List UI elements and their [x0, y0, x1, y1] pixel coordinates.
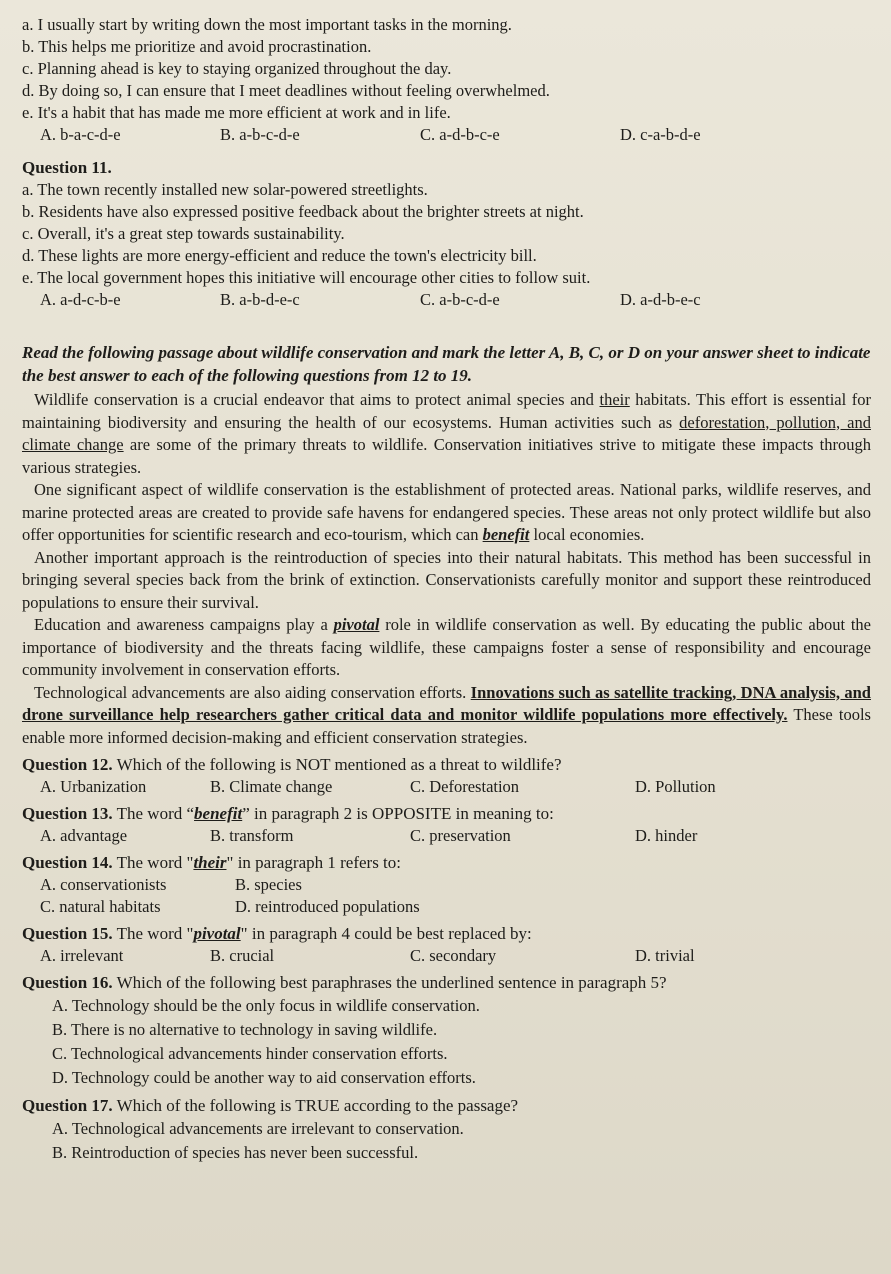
q15-option-d[interactable]: D. trivial	[635, 946, 695, 965]
q11-block	[22, 156, 871, 311]
q14-word: their	[193, 853, 227, 872]
q15-options	[22, 945, 871, 967]
technology-underlined-sentence: Innovations such as satellite tracking, DNA analysis, and drone surveillance help researchers gather critical data and monitor wildlife populations more effectively.	[22, 682, 871, 724]
passage-paragraph-4: Education and awareness campaigns play a pivotal role in wildlife conservation as well. By educating the public about the importance of biodiversity and the threats facing wildlife, these campaigns foster a sense of responsibility and encourage community involvement in conservation efforts.	[22, 615, 871, 679]
q13-block: Question 13. The word “benefit” in paragraph 2 is OPPOSITE in meaning to: A. advantage B. transform C. preservation D. hinder	[22, 802, 871, 847]
benefit-word: benefit	[482, 525, 530, 544]
q13-number: Question 13.	[22, 804, 113, 823]
q14-option-d[interactable]: D. reintroduced populations	[235, 897, 420, 916]
q10-line-a: a. I usually start by writing down the most important tasks in the morning.	[22, 15, 512, 34]
q12-block	[22, 753, 871, 798]
q15-option-a[interactable]: A. irrelevant	[40, 946, 124, 965]
pivotal-word: pivotal	[333, 615, 380, 634]
q13-option-b[interactable]: B. transform	[210, 826, 294, 845]
q14-options-row-2	[22, 896, 871, 918]
q14-options-row-1	[22, 874, 871, 896]
q17-option-b[interactable]: B. Reintroduction of species has never been successful.	[52, 1143, 419, 1162]
q12-stem: Which of the following is NOT mentioned as a threat to wildlife?	[112, 755, 562, 774]
reading-instructions: Read the following passage about wildlife conservation and mark the letter A, B, C, or D on your answer sheet to indicate the best answer to each of the following questions from 12 to 19.	[22, 343, 871, 385]
q14-option-a[interactable]: A. conservationists	[40, 875, 167, 894]
q17-block	[22, 1094, 871, 1165]
q14-option-b[interactable]: B. species	[235, 875, 302, 894]
q11-option-b[interactable]: B. a-b-d-e-c	[220, 290, 300, 309]
passage-paragraph-3: Another important approach is the reintroduction of species into their natural habitats. This method has been successful in bringing several species back from the brink of extinction. Conservationists carefully monitor and support these reintroduced populations to ensure their survival.	[22, 547, 871, 612]
q16-stem: Which of the following best paraphrases the underlined sentence in paragraph 5?	[112, 973, 667, 992]
threats-underline: deforestation, pollution, and climate change	[22, 412, 871, 454]
q16-option-b[interactable]: B. There is no alternative to technology in saving wildlife.	[52, 1020, 438, 1039]
q10-line-c: c. Planning ahead is key to staying organized throughout the day.	[22, 59, 452, 78]
q12-option-c[interactable]: C. Deforestation	[410, 777, 520, 796]
q11-line-a: a. The town recently installed new solar-powered streetlights.	[22, 180, 428, 199]
q10-line-d: d. By doing so, I can ensure that I meet deadlines without feeling overwhelmed.	[22, 81, 550, 100]
q16-option-d[interactable]: D. Technology could be another way to aid conservation efforts.	[52, 1068, 476, 1087]
passage	[22, 389, 871, 749]
q12-option-b[interactable]: B. Climate change	[210, 777, 333, 796]
q14-option-c[interactable]: C. natural habitats	[40, 897, 161, 916]
q11-options	[22, 289, 871, 311]
q11-line-b: b. Residents have also expressed positive feedback about the brighter streets at night.	[22, 202, 584, 221]
q11-line-c: c. Overall, it's a great step towards sustainability.	[22, 224, 345, 243]
q17-stem: Which of the following is TRUE according to the passage?	[112, 1096, 519, 1115]
q15-word: pivotal	[193, 924, 241, 943]
q11-title: Question 11.	[22, 158, 112, 177]
q13-option-a[interactable]: A. advantage	[40, 826, 128, 845]
q12-options	[22, 776, 871, 798]
q16-block	[22, 971, 871, 1090]
q10-line-b: b. This helps me prioritize and avoid procrastination.	[22, 37, 372, 56]
q17-option-a[interactable]: A. Technological advancements are irrelevant to conservation.	[52, 1119, 464, 1138]
q15-number: Question 15.	[22, 924, 113, 943]
passage-paragraph-5: Technological advancements are also aiding conservation efforts. Innovations such as satellite tracking, DNA analysis, and drone surveillance help researchers gather critical data and monitor wildlife populations more effectively. These tools enable more informed decision-making and efficient conservation strategies.	[22, 682, 871, 747]
q16-number: Question 16.	[22, 973, 113, 992]
q10-options	[22, 124, 871, 146]
q10-option-d[interactable]: D. c-a-b-d-e	[620, 125, 701, 144]
q10-option-a[interactable]: A. b-a-c-d-e	[40, 125, 121, 144]
q17-number: Question 17.	[22, 1096, 113, 1115]
q10-block	[22, 14, 871, 146]
passage-paragraph-2: One significant aspect of wildlife conservation is the establishment of protected areas. National parks, wildlife reserves, and marine protected areas are created to provide safe havens for endangered species. These areas not only protect wildlife but also offer opportunities for scientific research and eco-tourism, which can benefit local economies.	[22, 480, 871, 544]
q10-line-e: e. It's a habit that has made me more efficient at work and in life.	[22, 103, 451, 122]
q16-option-c[interactable]: C. Technological advancements hinder conservation efforts.	[52, 1044, 448, 1063]
q11-option-d[interactable]: D. a-d-b-e-c	[620, 290, 701, 309]
q14-number: Question 14.	[22, 853, 113, 872]
q10-option-c[interactable]: C. a-d-b-c-e	[420, 125, 500, 144]
q16-option-a[interactable]: A. Technology should be the only focus in wildlife conservation.	[52, 996, 480, 1015]
q12-option-a[interactable]: A. Urbanization	[40, 777, 147, 796]
q15-block: Question 15. The word "pivotal" in paragraph 4 could be best replaced by: A. irrelevant B. crucial C. secondary D. trivial	[22, 922, 871, 967]
q13-option-c[interactable]: C. preservation	[410, 826, 511, 845]
q12-number: Question 12.	[22, 755, 113, 774]
q11-line-e: e. The local government hopes this initiative will encourage other cities to follow suit.	[22, 268, 591, 287]
q12-option-d[interactable]: D. Pollution	[635, 777, 716, 796]
their-word: their	[599, 390, 630, 409]
q13-word: benefit	[194, 804, 243, 823]
q11-option-a[interactable]: A. a-d-c-b-e	[40, 290, 121, 309]
q14-block: Question 14. The word "their" in paragraph 1 refers to: A. conservationists B. species C. natural habitats D. reintroduced populations	[22, 851, 871, 918]
q11-line-d: d. These lights are more energy-efficient and reduce the town's electricity bill.	[22, 246, 537, 265]
q15-option-b[interactable]: B. crucial	[210, 946, 275, 965]
q15-option-c[interactable]: C. secondary	[410, 946, 497, 965]
q11-option-c[interactable]: C. a-b-c-d-e	[420, 290, 500, 309]
q13-options	[22, 825, 871, 847]
passage-paragraph-1: Wildlife conservation is a crucial endeavor that aims to protect animal species and their habitats. This effort is essential for maintaining biodiversity and ensuring the health of our ecosystems. Human activities such as deforestation, pollution, and climate change are some of the primary threats to wildlife. Conservation initiatives strive to mitigate these impacts through various strategies.	[22, 390, 871, 477]
q13-option-d[interactable]: D. hinder	[635, 826, 698, 845]
q10-option-b[interactable]: B. a-b-c-d-e	[220, 125, 300, 144]
